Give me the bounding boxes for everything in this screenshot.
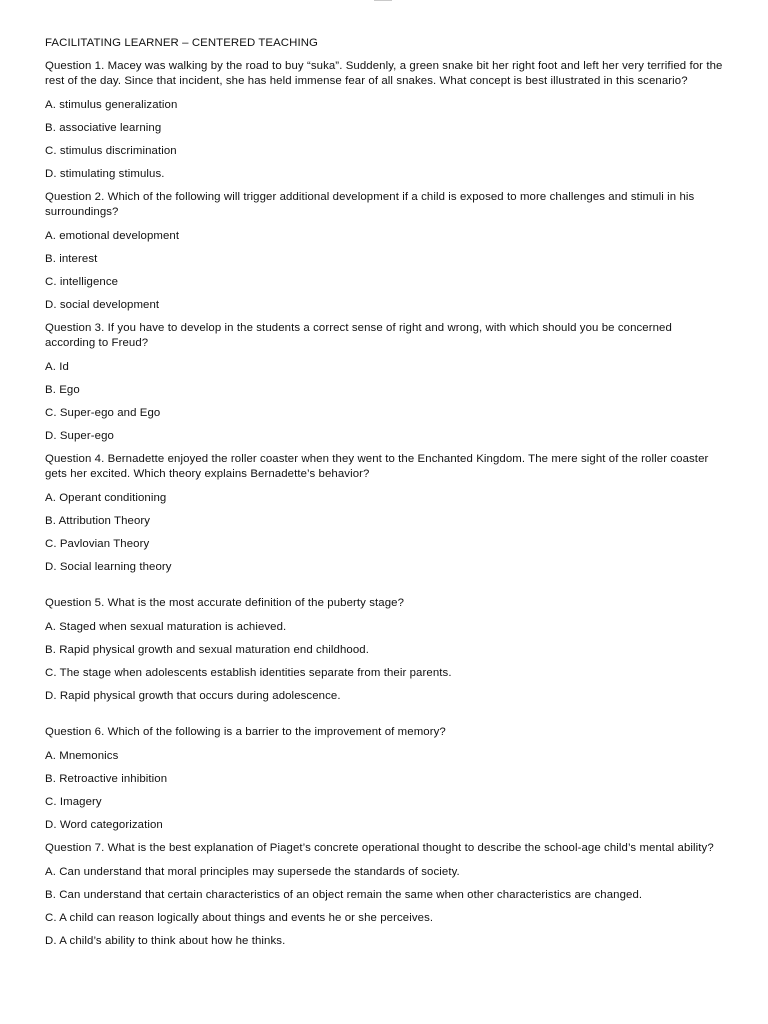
question-1 [45, 59, 725, 181]
question-text: Question 4. Bernadette enjoyed the roller coaster when they went to the Enchanted Kingdom. The mere sight of the roller coaster gets her excited. Which theory explains Bernadette’s behavior? [45, 453, 709, 480]
answer-option: A. Mnemonics [45, 750, 119, 762]
answer-option: D. Super-ego [45, 430, 114, 442]
answer-option: A. Can understand that moral principles may supersede the standards of society. [45, 866, 460, 878]
question-2 [45, 190, 725, 312]
question-text: Question 7. What is the best explanation of Piaget’s concrete operational thought to describe the school-age child’s mental ability? [45, 842, 714, 854]
answer-option: A. Operant conditioning [45, 492, 167, 504]
answer-option: C. intelligence [45, 276, 119, 288]
question-7 [45, 841, 725, 948]
answer-option: C. The stage when adolescents establish identities separate from their parents. [45, 667, 452, 679]
page-top-divider [374, 0, 392, 1]
answer-option: B. Attribution Theory [45, 515, 151, 527]
question-text: Question 6. Which of the following is a barrier to the improvement of memory? [45, 726, 446, 738]
answer-option: B. Retroactive inhibition [45, 773, 168, 785]
answer-option: C. A child can reason logically about things and events he or she perceives. [45, 912, 434, 924]
answer-option: B. Can understand that certain characteristics of an object remain the same when other characteristics are changed. [45, 889, 643, 901]
question-3 [45, 321, 725, 443]
answer-option: D. stimulating stimulus. [45, 168, 165, 180]
answer-option: B. interest [45, 253, 98, 265]
answer-option: D. social development [45, 299, 160, 311]
question-text: Question 3. If you have to develop in the students a correct sense of right and wrong, with which should you be concerned according to Freud? [45, 322, 672, 349]
answer-option: A. emotional development [45, 230, 180, 242]
answer-option: B. Rapid physical growth and sexual maturation end childhood. [45, 644, 369, 656]
answer-option: C. Pavlovian Theory [45, 538, 150, 550]
answer-option: B. associative learning [45, 122, 162, 134]
question-5 [45, 596, 725, 703]
question-text: Question 5. What is the most accurate definition of the puberty stage? [45, 597, 405, 609]
question-text: Question 1. Macey was walking by the road to buy “suka”. Suddenly, a green snake bit her right foot and left her very terrified for the rest of the day. Since that incident, she has held immense fear of all snakes. What concept is best illustrated in this scenario? [45, 60, 723, 87]
answer-option: D. Rapid physical growth that occurs during adolescence. [45, 690, 341, 702]
answer-option: C. Super-ego and Ego [45, 407, 161, 419]
answer-option: D. A child’s ability to think about how he thinks. [45, 935, 286, 947]
answer-option: A. Staged when sexual maturation is achieved. [45, 621, 287, 633]
answer-option: D. Social learning theory [45, 561, 172, 573]
answer-option: D. Word categorization [45, 819, 163, 831]
document-title: FACILITATING LEARNER – CENTERED TEACHING [45, 37, 318, 49]
question-6 [45, 725, 725, 832]
answer-option: C. stimulus discrimination [45, 145, 177, 157]
document-page [45, 36, 725, 957]
answer-option: C. Imagery [45, 796, 102, 808]
question-4 [45, 452, 725, 574]
answer-option: A. Id [45, 361, 69, 373]
answer-option: A. stimulus generalization [45, 99, 178, 111]
answer-option: B. Ego [45, 384, 80, 396]
question-text: Question 2. Which of the following will trigger additional development if a child is exposed to more challenges and stimuli in his surroundings? [45, 191, 695, 218]
